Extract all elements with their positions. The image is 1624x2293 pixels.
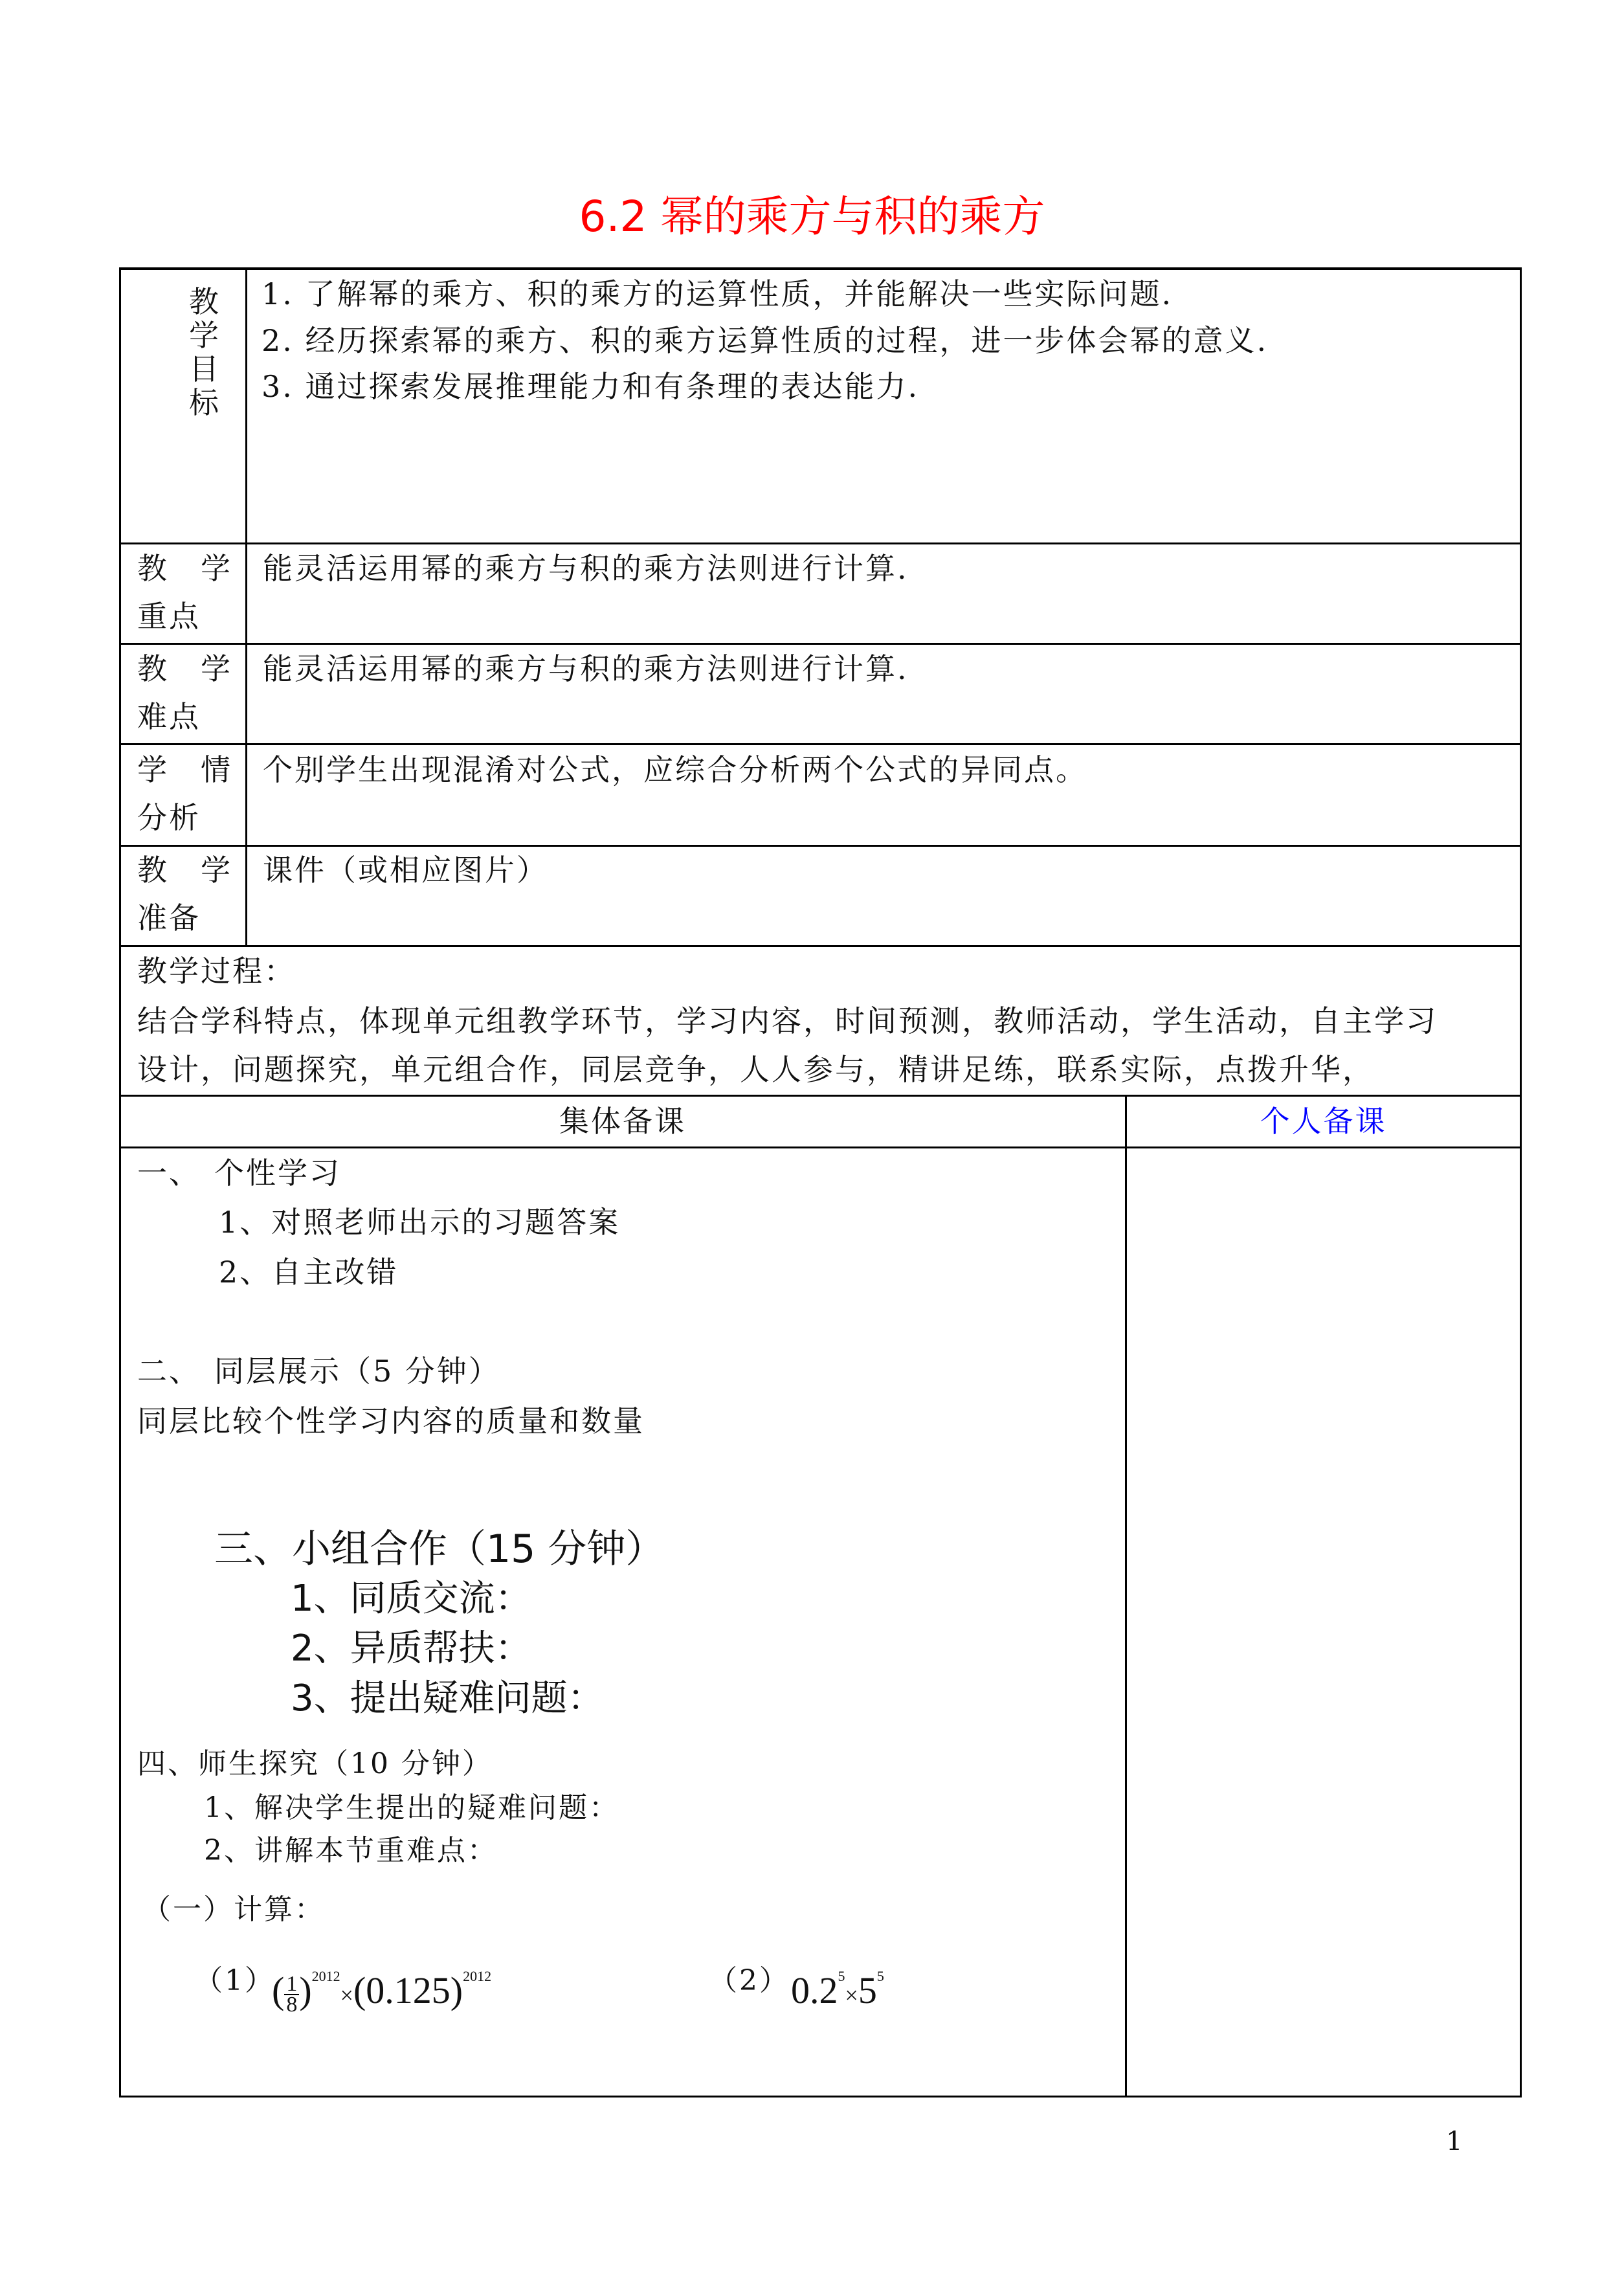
table-border-top — [120, 267, 1522, 270]
page-number: 1 — [1446, 2127, 1463, 2156]
process-description: 结合学科特点，体现单元组教学环节，学习内容，时间预测，教师活动，学生活动，自主学习 — [137, 1003, 1438, 1038]
times-sign: × — [845, 1982, 858, 2008]
exponent: 5 — [838, 1968, 845, 1984]
personal-prep-header: 个人备课 — [1260, 1104, 1387, 1139]
base: 5 — [858, 1969, 877, 2011]
document-title: 6.2 幂的乘方与积的乘方 — [579, 192, 1045, 241]
exponent: 2012 — [311, 1968, 340, 1984]
fraction-one-eighth — [284, 1971, 299, 2017]
goal-item: 3. 通过探索发展推理能力和有条理的表达能力. — [261, 369, 920, 404]
process-description: 设计，问题探究，单元组合作，同层竞争，人人参与，精讲足练，联系实际，点拨升华， — [137, 1052, 1374, 1087]
goal-item: 1. 了解幂的乘方、积的乘方的运算性质，并能解决一些实际问题. — [261, 276, 1174, 311]
section-3-item: 3、提出疑难问题： — [291, 1677, 604, 1719]
numerator: 1 — [284, 1974, 299, 1995]
section-3-item: 1、同质交流： — [291, 1578, 531, 1620]
collective-prep-header: 集体备课 — [559, 1104, 686, 1139]
row-label-preparation: 教 学 — [137, 853, 232, 888]
paren: ( — [272, 1969, 285, 2011]
difficulties-content: 能灵活运用幂的乘方与积的乘方法则进行计算. — [263, 651, 909, 686]
problem-1-expression — [272, 1968, 491, 2015]
table-border-left — [119, 267, 121, 2097]
section-1-item: 2、自主改错 — [219, 1255, 399, 1290]
row-divider — [120, 743, 1522, 745]
personal-column-divider — [1125, 1095, 1127, 2097]
row-divider — [120, 845, 1522, 847]
section-2-title: 同层展示（5 分钟） — [214, 1354, 500, 1389]
section-2-number: 二、 — [137, 1354, 201, 1389]
goals-label-char: 教 — [189, 284, 219, 319]
row-divider — [120, 542, 1522, 544]
row-label-difficulties: 难点 — [137, 699, 201, 734]
problem-1-label: （1） — [194, 1964, 275, 1997]
table-border-right — [1520, 267, 1522, 2097]
section-4-item: 1、解决学生提出的疑难问题： — [204, 1791, 619, 1824]
base: 0.2 — [791, 1969, 838, 2011]
calculation-heading: （一）计算： — [142, 1893, 325, 1926]
row-divider — [120, 1095, 1522, 1097]
goal-item: 2. 经历探索幂的乘方、积的乘方运算性质的过程，进一步体会幂的意义. — [261, 323, 1269, 358]
section-4-title: 四、师生探究（10 分钟） — [137, 1747, 493, 1780]
row-label-student-analysis: 学 情 — [137, 752, 232, 787]
row-divider — [120, 945, 1522, 947]
section-3-title: 三、小组合作（15 分钟） — [214, 1527, 665, 1572]
problem-2-expression — [791, 1968, 884, 2012]
row-label-difficulties: 教 学 — [137, 651, 232, 686]
row-label-key-points: 重点 — [137, 599, 201, 634]
exponent: 5 — [876, 1968, 884, 1984]
table-border-bottom — [120, 2096, 1522, 2097]
section-4-item: 2、讲解本节重难点： — [204, 1834, 498, 1867]
student-analysis-content: 个别学生出现混淆对公式，应综合分析两个公式的异同点。 — [263, 752, 1087, 787]
section-3-item: 2、异质帮扶： — [291, 1627, 531, 1670]
row-label-student-analysis: 分析 — [137, 800, 201, 835]
preparation-content: 课件（或相应图片） — [263, 853, 548, 888]
section-1-number: 一、 — [137, 1156, 201, 1191]
label-column-divider — [245, 267, 247, 946]
section-2-description: 同层比较个性学习内容的质量和数量 — [137, 1404, 645, 1438]
base: (0.125) — [353, 1969, 463, 2011]
section-1-item: 1、对照老师出示的习题答案 — [219, 1205, 621, 1240]
times-sign: × — [340, 1982, 353, 2008]
goals-label-char: 目 — [189, 352, 219, 386]
row-label-preparation: 准备 — [137, 900, 201, 935]
paren: ) — [299, 1969, 312, 2011]
key-points-content: 能灵活运用幂的乘方与积的乘方法则进行计算. — [263, 551, 909, 586]
problem-2-label: （2） — [709, 1964, 790, 1997]
exponent: 2012 — [463, 1968, 492, 1984]
goals-label-char: 学 — [189, 318, 219, 353]
row-label-key-points: 教 学 — [137, 551, 232, 586]
row-divider — [120, 1146, 1522, 1148]
goals-label-char: 标 — [189, 385, 219, 420]
section-1-title: 个性学习 — [214, 1156, 341, 1191]
denominator: 8 — [286, 1992, 298, 2017]
process-heading: 教学过程： — [137, 954, 296, 989]
row-divider — [120, 643, 1522, 645]
